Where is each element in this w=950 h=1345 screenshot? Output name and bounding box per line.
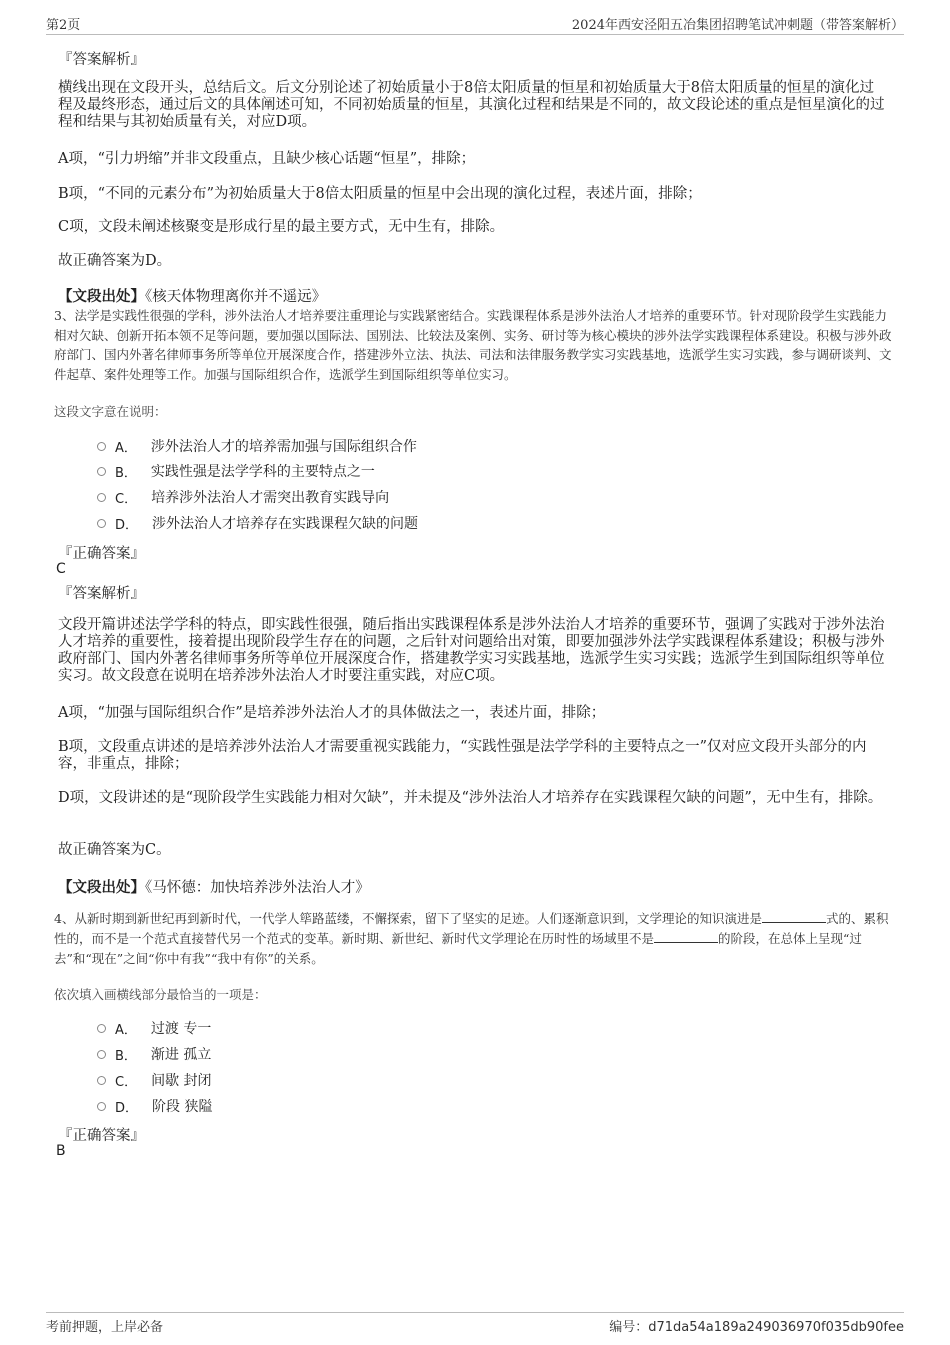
q3-option-c[interactable] — [97, 488, 389, 506]
q3-option-a-note: A项，“加强与国际组织合作”是培养涉外法治人才的具体做法之一，表述片面，排除； — [58, 705, 606, 721]
radio-icon[interactable] — [97, 1024, 106, 1033]
correct-answer-label: 『正确答案』 — [58, 546, 145, 562]
code-label: 编号： — [609, 1320, 649, 1335]
option-letter: A． — [115, 440, 137, 456]
radio-icon[interactable] — [97, 442, 106, 451]
q2-option-c-note: C项，文段未阐述核聚变是形成行星的最主要方式，无中生有，排除。 — [58, 219, 505, 235]
source-title: 《核天体物理离你并不遥远》 — [145, 289, 327, 305]
option-text: 间歇 封闭 — [151, 1073, 212, 1089]
option-text: 渐进 孤立 — [150, 1047, 212, 1063]
q4-option-d[interactable] — [97, 1097, 212, 1115]
source-label: 【文段出处】 — [58, 288, 145, 305]
q3-option-b-note: B项，文段重点讲述的是培养涉外法治人才需要重视实践能力，“实践性强是法学学科的主要特点之一”仅对应文段开头部分的内容，非重点，排除； — [58, 739, 867, 772]
q4-option-a[interactable] — [97, 1019, 211, 1037]
q3-option-d[interactable] — [97, 514, 418, 532]
q4-stem-part-1: 4、从新时期到新世纪再到新时代，一代学人筚路蓝缕，不懈探索，留下了坚实的足迹。人们逐渐意识到，文学理论的知识演进是 — [54, 911, 762, 926]
analysis-label: 『答案解析』 — [58, 586, 145, 602]
option-text: 实践性强是法学学科的主要特点之一 — [150, 464, 375, 480]
page-header — [46, 14, 904, 35]
q2-conclusion: 故正确答案为D。 — [58, 253, 172, 269]
option-letter: B． — [115, 465, 137, 481]
radio-icon[interactable] — [97, 519, 106, 528]
q3-conclusion: 故正确答案为C。 — [58, 842, 171, 858]
page-footer — [46, 1312, 904, 1336]
option-text: 涉外法治人才的培养需加强与国际组织合作 — [150, 439, 417, 455]
option-letter: D． — [115, 1100, 139, 1116]
option-letter: B． — [115, 1048, 137, 1064]
q4-prompt: 依次填入画横线部分最恰当的一项是： — [54, 987, 267, 1002]
radio-icon[interactable] — [97, 1102, 106, 1111]
option-text: 阶段 狭隘 — [152, 1099, 213, 1115]
q4-stem-part-2: 式的、累积性的，而不是一个范式直接替代另一个范式的变革。新时期、新世纪、新时代文学理论在历时性的场域里不是 — [54, 911, 889, 946]
document-title: 2024年西安泾阳五冶集团招聘笔试冲刺题（带答案解析） — [571, 18, 904, 33]
source-title: 《马怀德：加快培养涉外法治人才》 — [145, 880, 370, 896]
radio-icon[interactable] — [97, 467, 106, 476]
page-number: 第2页 — [46, 18, 81, 33]
option-text: 过渡 专一 — [150, 1021, 212, 1037]
radio-icon[interactable] — [97, 493, 106, 502]
radio-icon[interactable] — [97, 1076, 106, 1085]
q2-option-a-note: A项，“引力坍缩”并非文段重点，且缺少核心话题“恒星”，排除； — [58, 151, 476, 167]
q3-prompt: 这段文字意在说明： — [54, 404, 167, 419]
option-letter: C． — [115, 1074, 138, 1090]
option-text: 培养涉外法治人才需突出教育实践导向 — [151, 490, 390, 506]
option-letter: A． — [115, 1022, 137, 1038]
footer-slogan: 考前押题，上岸必备 — [46, 1320, 164, 1335]
fill-blank-2 — [654, 930, 718, 943]
option-text: 涉外法治人才培养存在实践课程欠缺的问题 — [152, 516, 419, 532]
q3-option-b[interactable] — [97, 462, 375, 480]
q2-source — [58, 285, 326, 306]
correct-answer-label: 『正确答案』 — [58, 1128, 145, 1144]
radio-icon[interactable] — [97, 1050, 106, 1059]
q4-stem — [54, 909, 892, 969]
q4-option-c[interactable] — [97, 1071, 212, 1089]
source-label: 【文段出处】 — [58, 879, 145, 896]
q4-answer: B — [56, 1143, 66, 1159]
q2-analysis: 横线出现在文段开头，总结后文。后文分别论述了初始质量小于8倍太阳质量的恒星和初始质量大于8倍太阳质量的恒星的演化过程及最终形态，通过后文的具体阐述可知，不同初始质量的恒星，其演化过程和结果是不同的，故文段论述的重点是恒星演化的过程和结果与其初始质量有关，对应D项。 — [58, 80, 885, 130]
code-value: d71da54a189a249036970f035db90fee — [648, 1320, 904, 1335]
option-letter: D． — [115, 517, 139, 533]
q3-source — [58, 876, 370, 897]
q3-option-d-note: D项，文段讲述的是“现阶段学生实践能力相对欠缺”，并未提及“涉外法治人才培养存在实践课程欠缺的问题”，无中生有，排除。 — [58, 790, 883, 806]
option-letter: C． — [115, 491, 138, 507]
fill-blank-1 — [762, 910, 826, 923]
analysis-label: 『答案解析』 — [58, 52, 145, 68]
q4-option-b[interactable] — [97, 1045, 211, 1063]
q4-stem-part-3: 的阶段，在总体上呈现“过去”和“现在”之间“你中有我”“我中有你”的关系。 — [54, 931, 862, 966]
document-code — [609, 1316, 904, 1335]
q2-option-b-note: B项，“不同的元素分布”为初始质量大于8倍太阳质量的恒星中会出现的演化过程，表述片面，排除； — [58, 186, 702, 202]
q3-answer: C — [56, 561, 66, 577]
q3-analysis: 文段开篇讲述法学学科的特点，即实践性很强，随后指出实践课程体系是涉外法治人才培养的重要环节，强调了实践对于涉外法治人才培养的重要性，接着提出现阶段学生存在的问题，之后针对问题给出对策，即要加强涉外法学实践课程体系建设；积极与涉外政府部门、国内外著名律师事务所等单位开展深度合作，搭建教学实习实践基地，选派学生实习实践；选派学生到国际组织等单位实习。故文段意在说明在培养涉外法治人才时要注重实践，对应C项。 — [58, 617, 885, 684]
q3-stem: 3、法学是实践性很强的学科，涉外法治人才培养要注重理论与实践紧密结合。实践课程体系是涉外法治人才培养的重要环节。针对现阶段学生实践能力相对欠缺、创新开拓本领不足等问题，要加强以国际法、国别法、比较法及案例、实务、研讨等为核心模块的涉外法学实践课程体系建设。积极与涉外政府部门、国内外著名律师事务所等单位开展深度合作，搭建涉外立法、执法、司法和法律服务教学实习实践基地，选派学生实习实践，参与调研谈判、文件起草、案件处理等工作。加强与国际组织合作，选派学生到国际组织等单位实习。 — [54, 308, 892, 382]
q3-option-a[interactable] — [97, 437, 417, 455]
